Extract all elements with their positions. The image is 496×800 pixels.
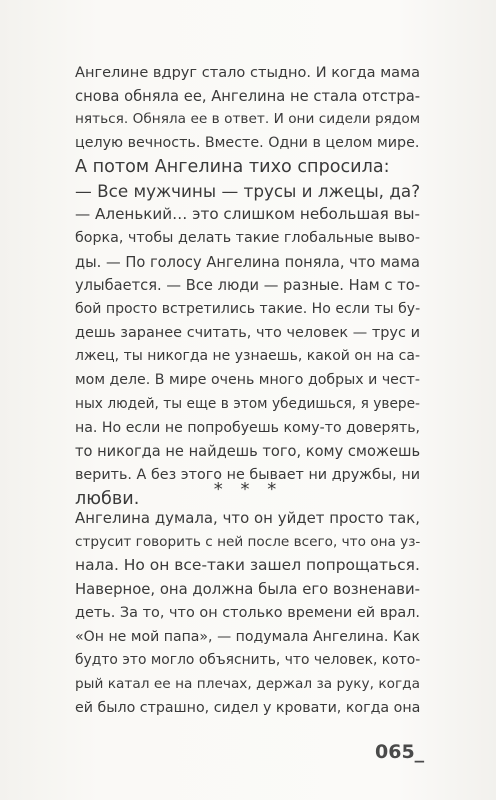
text-line: ных людей, ты еще в этом убедишься, я увере- xyxy=(75,395,420,412)
text-line: — Все мужчины — трусы и лжецы, да? xyxy=(75,180,421,201)
text-line: мом деле. В мире очень много добрых и чест- xyxy=(75,372,420,389)
text-line: борка, чтобы делать такие глобальные выво- xyxy=(75,229,420,246)
text-line: — Аленький… это слишком небольшая вы- xyxy=(75,205,420,224)
page-number: 065_ xyxy=(375,741,425,763)
text-line: дешь заранее считать, что человек — трус и xyxy=(75,324,420,341)
text-line: любви. xyxy=(75,488,140,509)
text-line: улыбается. — Все люди — разные. Нам с то- xyxy=(75,277,420,295)
text-line: А потом Ангелина тихо спросила: xyxy=(75,156,390,177)
text-line: Ангелине вдруг стало стыдно. И когда мама xyxy=(75,64,420,81)
text-line: верить. А без этого не бывает ни дружбы, ни xyxy=(75,466,420,483)
text-line: «Он не мой папа», — подумала Ангелина. Как xyxy=(75,628,420,645)
text-line: будто это могло объяснить, что человек, кото- xyxy=(75,652,421,669)
text-line: то никогда не найдешь того, кому сможешь xyxy=(75,443,421,461)
text-line: деть. За то, что он столько времени ей врал. xyxy=(75,604,420,621)
paragraph-block-bottom xyxy=(75,507,420,720)
text-line: струсит говорить с ней после всего, что она уз- xyxy=(75,533,421,550)
text-line: рый катал ее на плечах, держал за руку, когда xyxy=(75,675,420,692)
text-line: бой просто встретились такие. Но если ты бу- xyxy=(75,301,421,318)
text-line: ей было страшно, сидел у кровати, когда она xyxy=(75,699,421,716)
text-line: ды. — По голосу Ангелина поняла, что мама xyxy=(75,253,420,271)
text-line: нала. Но он все-таки зашел попрощаться. xyxy=(75,556,420,575)
text-line: лжец, ты никогда не узнаешь, какой он на са- xyxy=(75,348,420,365)
text-line: целую вечность. Вместе. Одни в целом мире. xyxy=(75,135,420,152)
section-separator: * * * xyxy=(213,479,283,500)
text-line: на. Но если не попробуешь кому-то доверять, xyxy=(75,419,420,436)
text-line: няться. Обняла ее в ответ. И они сидели рядом xyxy=(75,111,420,128)
text-line: Ангелина думала, что он уйдет просто так, xyxy=(75,509,420,527)
text-line: Наверное, она должна была его возненави- xyxy=(75,581,420,599)
paragraph-block-top xyxy=(75,61,420,511)
text-line: снова обняла ее, Ангелина не стала отстра- xyxy=(75,87,421,105)
